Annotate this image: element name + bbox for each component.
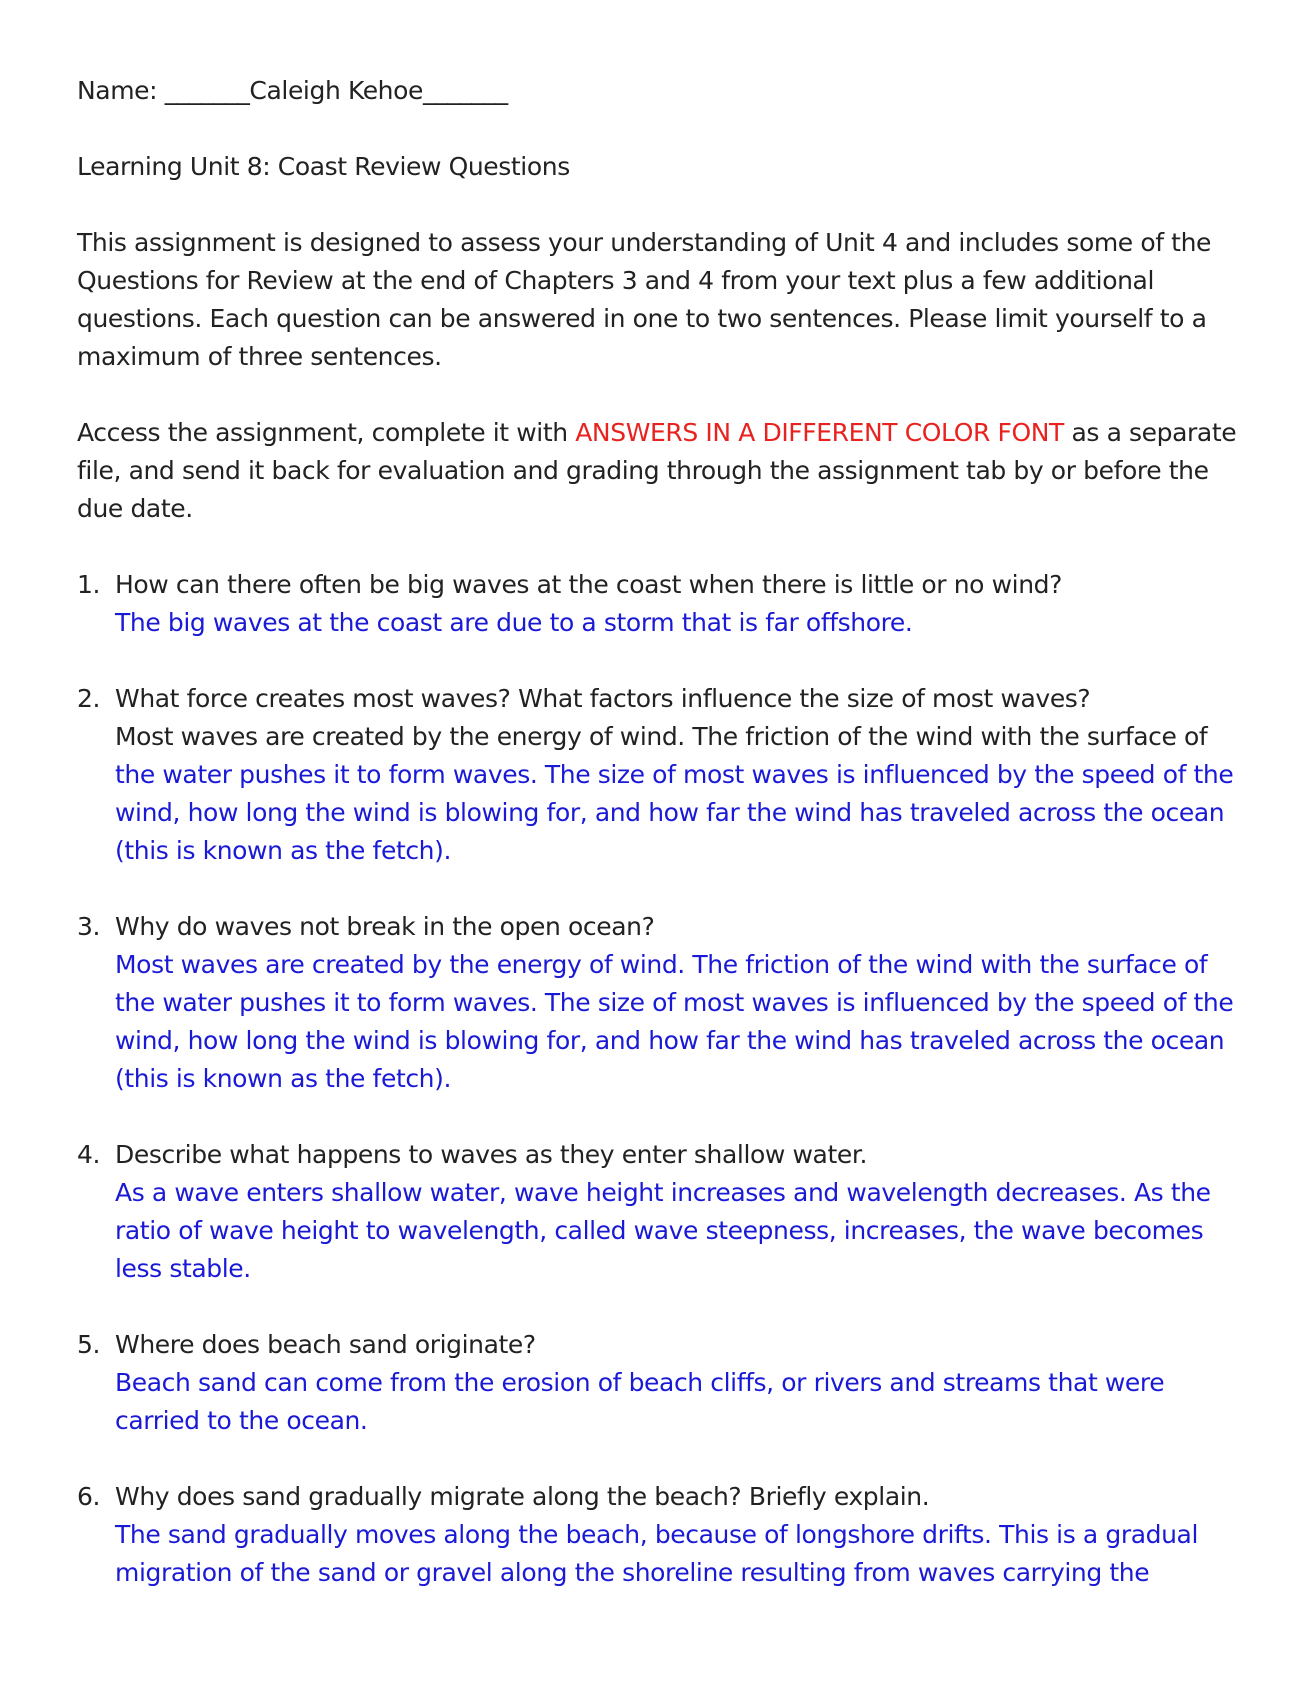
intro-line: maximum of three sentences. xyxy=(77,342,442,371)
answer-line: wind, how long the wind is blowing for, and how far the wind has traveled across the ocean xyxy=(115,1026,1225,1055)
question-item xyxy=(77,908,1234,1098)
instructions-text: Access the assignment, complete it with xyxy=(77,418,576,447)
instructions-line xyxy=(77,414,1237,452)
question-text: Why does sand gradually migrate along the beach? Briefly explain. xyxy=(115,1482,930,1511)
document-title: Learning Unit 8: Coast Review Questions xyxy=(77,152,570,181)
question-item xyxy=(77,680,1234,870)
answer-text xyxy=(115,1516,1227,1592)
document-page xyxy=(77,72,1237,1630)
answer-line: (this is known as the fetch). xyxy=(115,836,452,865)
question-number: 3. xyxy=(77,912,101,941)
instructions-line: file, and send it back for evaluation and grading through the assignment tab by or before the xyxy=(77,456,1209,485)
question-item xyxy=(77,566,1227,642)
question-text: Why do waves not break in the open ocean? xyxy=(115,912,655,941)
answer-line: As a wave enters shallow water, wave height increases and wavelength decreases. As the xyxy=(115,1178,1211,1207)
answer-line: Most waves are created by the energy of wind. The friction of the wind with the surface of xyxy=(115,950,1208,979)
question-item xyxy=(77,1136,1227,1288)
question-number: 4. xyxy=(77,1140,101,1169)
instructions-highlight: ANSWERS IN A DIFFERENT COLOR FONT xyxy=(575,418,1064,447)
intro-line: This assignment is designed to assess your understanding of Unit 4 and includes some of the xyxy=(77,228,1212,257)
question-number: 5. xyxy=(77,1330,101,1359)
question-text: Describe what happens to waves as they enter shallow water. xyxy=(115,1140,867,1169)
intro-line: questions. Each question can be answered in one to two sentences. Please limit yourself to a xyxy=(77,304,1207,333)
answer-line: the water pushes it to form waves. The size of most waves is influenced by the speed of the xyxy=(115,988,1234,1017)
answer-line: The sand gradually moves along the beach, because of longshore drifts. This is a gradual xyxy=(115,1520,1199,1549)
intro-paragraph xyxy=(77,224,1227,376)
name-line xyxy=(77,72,1227,110)
question-list xyxy=(77,566,1234,1592)
instructions-line: due date. xyxy=(77,494,193,523)
answer-line: Most waves are created by the energy of wind. The friction of the wind with the surface of xyxy=(115,722,1208,751)
answer-text xyxy=(115,718,1234,870)
answer-line: migration of the sand or gravel along the shoreline resulting from waves carrying the xyxy=(115,1558,1150,1587)
answer-line: carried to the ocean. xyxy=(115,1406,368,1435)
instructions-paragraph xyxy=(77,414,1237,528)
question-number: 1. xyxy=(77,570,101,599)
question-text: Where does beach sand originate? xyxy=(115,1330,536,1359)
question-number: 6. xyxy=(77,1482,101,1511)
question-item xyxy=(77,1478,1227,1592)
answer-text xyxy=(115,1364,1227,1440)
name-label: Name: xyxy=(77,76,158,105)
question-number: 2. xyxy=(77,684,101,713)
intro-line: Questions for Review at the end of Chapters 3 and 4 from your text plus a few additional xyxy=(77,266,1154,295)
question-text: What force creates most waves? What factors influence the size of most waves? xyxy=(115,684,1091,713)
name-value: _______Caleigh Kehoe_______ xyxy=(157,76,508,105)
answer-line: the water pushes it to form waves. The size of most waves is influenced by the speed of the xyxy=(115,760,1234,789)
answer-line: Beach sand can come from the erosion of beach cliffs, or rivers and streams that were xyxy=(115,1368,1165,1397)
question-item xyxy=(77,1326,1227,1440)
answer-line: less stable. xyxy=(115,1254,251,1283)
answer-text xyxy=(115,604,1227,642)
answer-line: ratio of wave height to wavelength, called wave steepness, increases, the wave becomes xyxy=(115,1216,1204,1245)
answer-text xyxy=(115,1174,1227,1288)
answer-text xyxy=(115,946,1234,1098)
instructions-text: as a separate xyxy=(1063,418,1237,447)
answer-line: (this is known as the fetch). xyxy=(115,1064,452,1093)
answer-line: The big waves at the coast are due to a storm that is far offshore. xyxy=(115,608,913,637)
question-text: How can there often be big waves at the coast when there is little or no wind? xyxy=(115,570,1062,599)
answer-line: wind, how long the wind is blowing for, and how far the wind has traveled across the ocean xyxy=(115,798,1225,827)
